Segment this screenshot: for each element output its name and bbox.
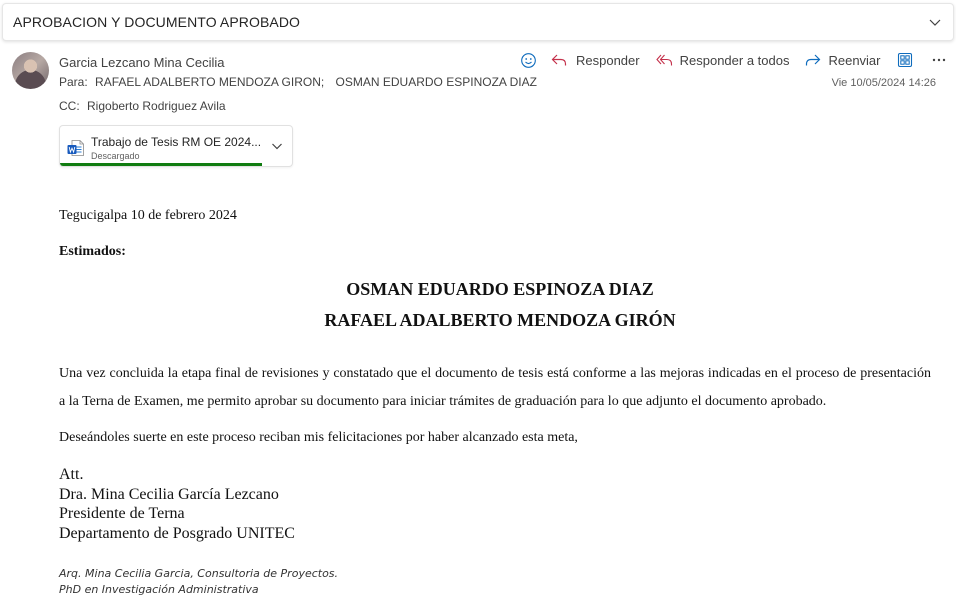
forward-label: Reenviar	[828, 52, 881, 68]
to-label: Para:	[59, 75, 88, 89]
signature-line: Presidente de Terna	[59, 505, 185, 522]
more-icon[interactable]	[931, 57, 947, 63]
email-subject: APROBACION Y DOCUMENTO APROBADO	[13, 14, 301, 30]
message-date: Vie 10/05/2024 14:26	[831, 77, 936, 89]
letter-date: Tegucigalpa 10 de febrero 2024	[59, 208, 237, 223]
addressee-name: RAFAEL ADALBERTO MENDOZA GIRÓN	[324, 310, 676, 330]
signature-line: Departamento de Posgrado UNITEC	[59, 524, 295, 542]
forward-icon	[805, 53, 821, 67]
reply-all-label: Responder a todos	[679, 52, 790, 68]
forward-button[interactable]	[805, 53, 880, 68]
emoji-icon[interactable]	[520, 52, 537, 69]
grid-view-icon[interactable]	[897, 52, 913, 68]
to-line	[59, 75, 537, 89]
recipient[interactable]: RAFAEL ADALBERTO MENDOZA GIRON;	[95, 75, 325, 89]
footer-line: PhD en Investigación Administrativa	[59, 583, 259, 596]
letter-paragraph: Deseándoles suerte en este proceso reciban mis felicitaciones por haber alcanzado esta meta,	[59, 430, 578, 445]
reply-all-button[interactable]	[656, 53, 790, 68]
recipient[interactable]: OSMAN EDUARDO ESPINOZA DIAZ	[335, 75, 537, 89]
subject-bar	[2, 3, 954, 41]
signature-block	[59, 465, 295, 543]
word-file-icon	[67, 139, 85, 162]
avatar[interactable]	[12, 52, 49, 89]
cc-recipient[interactable]: Rigoberto Rodriguez Avila	[87, 99, 226, 113]
attachment-card[interactable]	[59, 125, 293, 167]
chevron-down-icon[interactable]	[270, 139, 284, 158]
attachment-name: Trabajo de Tesis RM OE 2024...	[91, 135, 262, 149]
reply-all-icon	[656, 53, 673, 67]
signature-line: Att.	[59, 466, 84, 483]
letter-greeting: Estimados:	[59, 244, 126, 259]
reply-icon	[551, 53, 567, 67]
letter-paragraph: Una vez concluida la etapa final de revisiones y constatado que el documento de tesis está conforme a las mejoras indicadas en el proceso de presentación a la Terna de Examen, me permito aprobar su documento para iniciar trámites de graduación para lo que adjunto el documento aprobado.	[59, 366, 931, 409]
message-actions	[520, 50, 947, 70]
sender-name[interactable]: Garcia Lezcano Mina Cecilia	[59, 55, 225, 70]
reply-label: Responder	[576, 52, 640, 68]
cc-label: CC:	[59, 99, 80, 113]
reply-button[interactable]	[551, 53, 640, 68]
email-footer	[59, 566, 338, 598]
attachment-status: Descargado	[91, 151, 140, 161]
download-progress-bar	[60, 163, 262, 166]
cc-line	[59, 99, 226, 113]
signature-line: Dra. Mina Cecilia García Lezcano	[59, 485, 279, 503]
chevron-down-icon[interactable]	[927, 14, 943, 30]
addressee-name: OSMAN EDUARDO ESPINOZA DIAZ	[346, 279, 654, 299]
footer-line: Arq. Mina Cecilia Garcia, Consultoria de Proyectos.	[59, 567, 339, 580]
